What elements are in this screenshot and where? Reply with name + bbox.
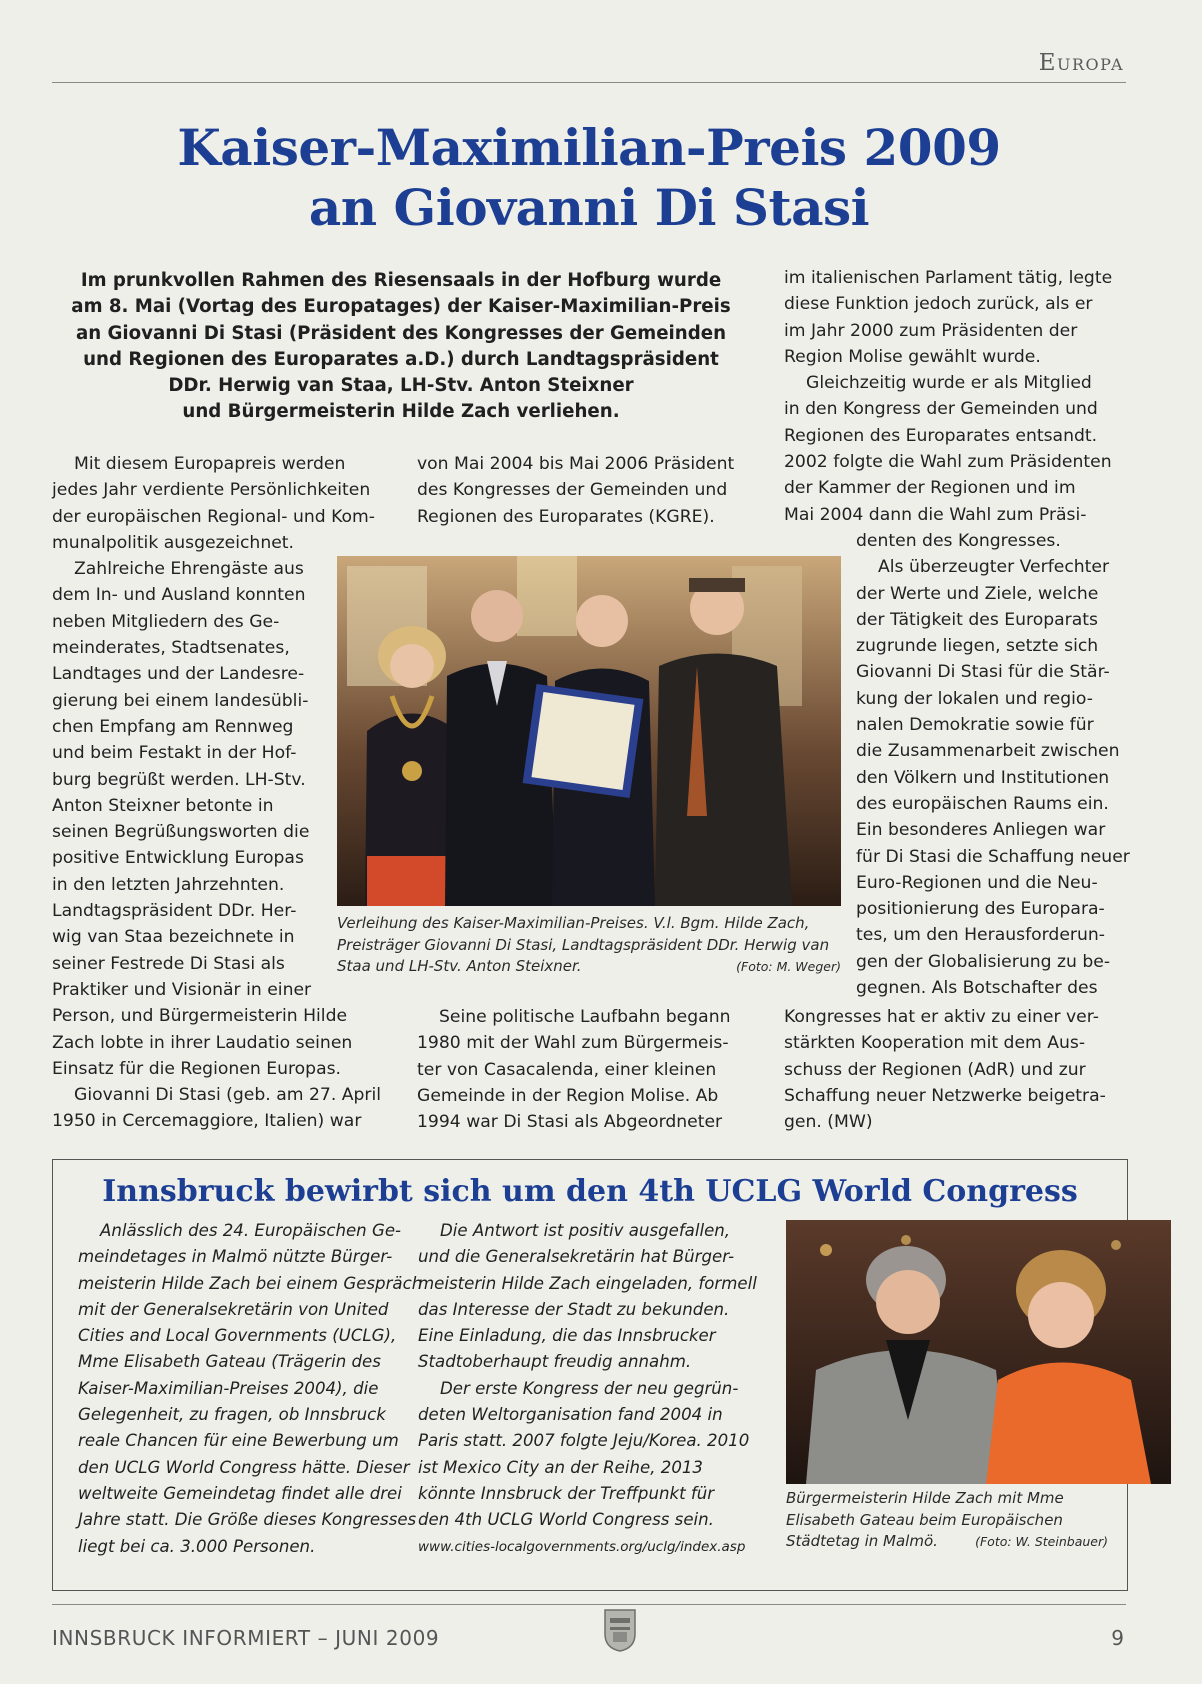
headline (52, 118, 1126, 238)
lead-line: am 8. Mai (Vortag des Europatages) der Kaiser-Maximilian-Preis (71, 296, 731, 318)
text-line: Eine Einladung, die das Innsbrucker (418, 1326, 716, 1346)
lead-line: DDr. Herwig van Staa, LH-Stv. Anton Steixner (168, 375, 634, 397)
box-column-2 (418, 1218, 764, 1560)
section-label: Europa (1038, 50, 1124, 76)
publication-name: INNSBRUCK INFORMIERT – JUNI 2009 (52, 1626, 440, 1650)
text-line: positionierung des Europara- (856, 899, 1105, 920)
text-line: der Werte und Ziele, welche (856, 583, 1099, 604)
photo-credit: (Foto: M. Weger) (736, 959, 841, 974)
text-line: das Interesse der Stadt zu bekunden. (418, 1299, 730, 1319)
lead-line: und Bürgermeisterin Hilde Zach verliehen. (182, 401, 620, 423)
text-line: Jahre statt. Die Größe dieses Kongresses (78, 1510, 417, 1530)
text-line: 1950 in Cercemaggiore, Italien) war (52, 1111, 362, 1132)
text-line: Als überzeugter Verfechter (878, 557, 1110, 578)
text-line: schuss der Regionen (AdR) und zur (784, 1059, 1086, 1080)
text-line: tes, um den Herausforderun- (856, 925, 1105, 946)
text-line: Mai 2004 dann die Wahl zum Präsi- (784, 504, 1087, 525)
text-line: meindetages in Malmö nützte Bürger- (78, 1247, 393, 1267)
text-line: Seine politische Laufbahn begann (439, 1007, 731, 1027)
lead-line: Im prunkvollen Rahmen des Riesensaals in der Hofburg wurde (80, 270, 722, 291)
article-column-2-top (417, 451, 757, 530)
award-ceremony-photo (337, 556, 841, 906)
text-line: neben Mitgliedern des Ge- (52, 611, 280, 632)
caption-text: Bürgermeisterin Hilde Zach mit Mme Elisabeth Gateau beim Europäischen Städtetag in Malmö. (786, 1489, 1064, 1550)
text-line: Die Antwort ist positiv ausgefallen, (440, 1221, 731, 1240)
text-line: Cities and Local Governments (UCLG), (78, 1326, 397, 1346)
text-line: von Mai 2004 bis Mai 2006 Präsident (417, 454, 735, 474)
text-line: Einsatz für die Regionen Europas. (52, 1058, 342, 1079)
text-line: Ein besonderes Anliegen war (856, 820, 1106, 841)
text-line: jedes Jahr verdiente Persönlichkeiten (52, 480, 371, 501)
text-line: den 4th UCLG World Congress sein. (418, 1510, 714, 1530)
lead-paragraph (56, 268, 746, 426)
text-line: Praktiker und Visionär in einer (52, 979, 312, 1000)
text-line: meisterin Hilde Zach bei einem Gespräch (78, 1273, 423, 1293)
text-line: ist Mexico City an der Reihe, 2013 (418, 1457, 703, 1477)
page-number: 9 (1111, 1626, 1124, 1650)
text-line: könnte Innsbruck der Treffpunkt für (418, 1483, 715, 1503)
text-line: Mit diesem Europapreis werden (74, 454, 346, 474)
award-ceremony-illustration (337, 556, 841, 906)
malmo-illustration (786, 1220, 1171, 1484)
text-line: Regionen des Europarates entsandt. (784, 425, 1098, 446)
text-line: den UCLG World Congress hätte. Dieser (78, 1457, 410, 1477)
text-line: in den Kongress der Gemeinden und (784, 399, 1098, 420)
article-column-3-bottom (784, 1004, 1128, 1135)
text-line: Gemeinde in der Region Molise. Ab (417, 1085, 719, 1106)
footer-rule (52, 1604, 1126, 1605)
text-line: dem In- und Ausland konnten (52, 585, 306, 606)
lead-line: und Regionen des Europarates a.D.) durch Landtagspräsident (83, 348, 719, 370)
text-line: Euro-Regionen und die Neu- (856, 872, 1098, 893)
innsbruck-crest-icon (603, 1608, 637, 1652)
text-line: Person, und Bürgermeisterin Hilde (52, 1006, 348, 1027)
article-column-3-top (784, 265, 1128, 528)
text-line: Kongresses hat er aktiv zu einer ver- (784, 1007, 1099, 1027)
text-line: mit der Generalsekretärin von United (78, 1299, 389, 1319)
text-line: gen. (MW) (784, 1112, 873, 1133)
text-line: denten des Kongresses. (856, 531, 1061, 551)
text-line: Gleichzeitig wurde er als Mitglied (806, 373, 1092, 394)
text-line: meisterin Hilde Zach eingeladen, formell (418, 1273, 757, 1293)
text-line: des Kongresses der Gemeinden und (417, 480, 728, 501)
text-line: kung der lokalen und regio- (856, 688, 1093, 709)
article-column-3-narrow (856, 528, 1128, 1001)
text-line: in den letzten Jahrzehnten. (52, 874, 285, 895)
photo-caption-1 (337, 913, 841, 978)
uclg-url-link[interactable]: www.cities-localgovernments.org/uclg/index.asp (418, 1538, 746, 1555)
text-line: Landtagspräsident DDr. Her- (52, 901, 297, 922)
text-line: im Jahr 2000 zum Präsidenten der (784, 320, 1078, 341)
text-line: Zach lobte in ihrer Laudatio seinen (52, 1032, 353, 1053)
text-line: gegnen. Als Botschafter des (856, 978, 1098, 999)
text-line: Schaffung neuer Netzwerke beigetra- (784, 1085, 1106, 1106)
photo-credit: (Foto: W. Steinbauer) (975, 1534, 1108, 1549)
text-line: liegt bei ca. 3.000 Personen. (78, 1536, 316, 1556)
text-line: der Tätigkeit des Europarats (856, 609, 1098, 630)
text-line: nalen Demokratie sowie für (856, 715, 1094, 736)
text-line: den Völkern und Institutionen (856, 767, 1110, 788)
text-line: positive Entwicklung Europas (52, 848, 304, 869)
text-line: stärkten Kooperation mit dem Aus- (784, 1033, 1086, 1054)
text-line: Stadtoberhaupt freudig annahm. (418, 1352, 692, 1372)
text-line: seinen Begrüßungsworten die (52, 822, 310, 843)
text-line: ter von Casacalenda, einer kleinen (417, 1059, 717, 1080)
article-column-2-bottom (417, 1004, 757, 1135)
text-line: die Zusammenarbeit zwischen (856, 741, 1120, 762)
text-line: Mme Elisabeth Gateau (Trägerin des (78, 1352, 381, 1372)
text-line: munalpolitik ausgezeichnet. (52, 532, 294, 553)
text-line: 1980 mit der Wahl zum Bürgermeis- (417, 1033, 729, 1054)
malmo-photo (786, 1220, 1171, 1484)
text-line: gierung bei einem landesübli- (52, 690, 309, 711)
text-line: seiner Festrede Di Stasi als (52, 953, 285, 974)
text-line: chen Empfang am Rennweg (52, 716, 294, 737)
caption-text: Verleihung des Kaiser-Maximilian-Preises. V.l. Bgm. Hilde Zach, Preisträger Giovanni Di Stasi, Landtagspräsident DDr. Herwig van Staa und LH-Stv. Anton Steixner. (337, 914, 830, 975)
text-line: weltweite Gemeindetag findet alle drei (78, 1483, 402, 1503)
text-line: und beim Festakt in der Hof- (52, 743, 297, 764)
text-line: 1994 war Di Stasi als Abgeordneter (417, 1112, 723, 1133)
text-line: Giovanni Di Stasi für die Stär- (856, 662, 1110, 683)
text-line: Landtages und der Landesre- (52, 664, 305, 685)
text-line: zugrunde liegen, setzte sich (856, 636, 1099, 657)
text-line: Gelegenheit, zu fragen, ob Innsbruck (78, 1405, 386, 1425)
text-line: 2002 folgte die Wahl zum Präsidenten (784, 452, 1112, 473)
text-line: und die Generalsekretärin hat Bürger- (418, 1247, 735, 1267)
headline-line-1: Kaiser-Maximilian-Preis 2009 (177, 118, 1001, 177)
text-line: der Kammer der Regionen und im (784, 478, 1076, 499)
text-line: Kaiser-Maximilian-Preises 2004), die (78, 1378, 379, 1398)
text-line: für Di Stasi die Schaffung neuer (856, 846, 1130, 867)
text-line: Paris statt. 2007 folgte Jeju/Korea. 2010 (418, 1431, 750, 1451)
text-line: im italienischen Parlament tätig, legte (784, 268, 1113, 288)
text-line: Giovanni Di Stasi (geb. am 27. April (74, 1085, 382, 1106)
text-line: gen der Globalisierung zu be- (856, 951, 1111, 972)
text-line: reale Chancen für eine Bewerbung um (78, 1431, 399, 1451)
photo-caption-2 (786, 1488, 1108, 1553)
text-line: Der erste Kongress der neu gegrün- (440, 1378, 739, 1398)
text-line: Anton Steixner betonte in (52, 795, 274, 816)
text-line: diese Funktion jedoch zurück, als er (784, 294, 1093, 315)
text-line: des europäischen Raums ein. (856, 793, 1109, 814)
box-column-1 (78, 1218, 423, 1560)
lead-line: an Giovanni Di Stasi (Präsident des Kongresses der Gemeinden (75, 322, 727, 344)
text-line: deten Weltorganisation fand 2004 in (418, 1405, 723, 1425)
headline-line-2: an Giovanni Di Stasi (308, 178, 870, 237)
header-rule (52, 82, 1126, 83)
text-line: meinderates, Stadtsenates, (52, 638, 290, 659)
text-line: wig van Staa bezeichnete in (52, 927, 295, 948)
text-line: Anlässlich des 24. Europäischen Ge- (100, 1221, 402, 1240)
text-line: burg begrüßt werden. LH-Stv. (52, 769, 306, 790)
text-line: Regionen des Europarates (KGRE). (417, 506, 715, 527)
text-line: der europäischen Regional- und Kom- (52, 506, 375, 527)
text-line: Region Molise gewählt wurde. (784, 346, 1041, 367)
box-title: Innsbruck bewirbt sich um den 4th UCLG World Congress (102, 1174, 1078, 1209)
text-line: Zahlreiche Ehrengäste aus (74, 559, 304, 580)
